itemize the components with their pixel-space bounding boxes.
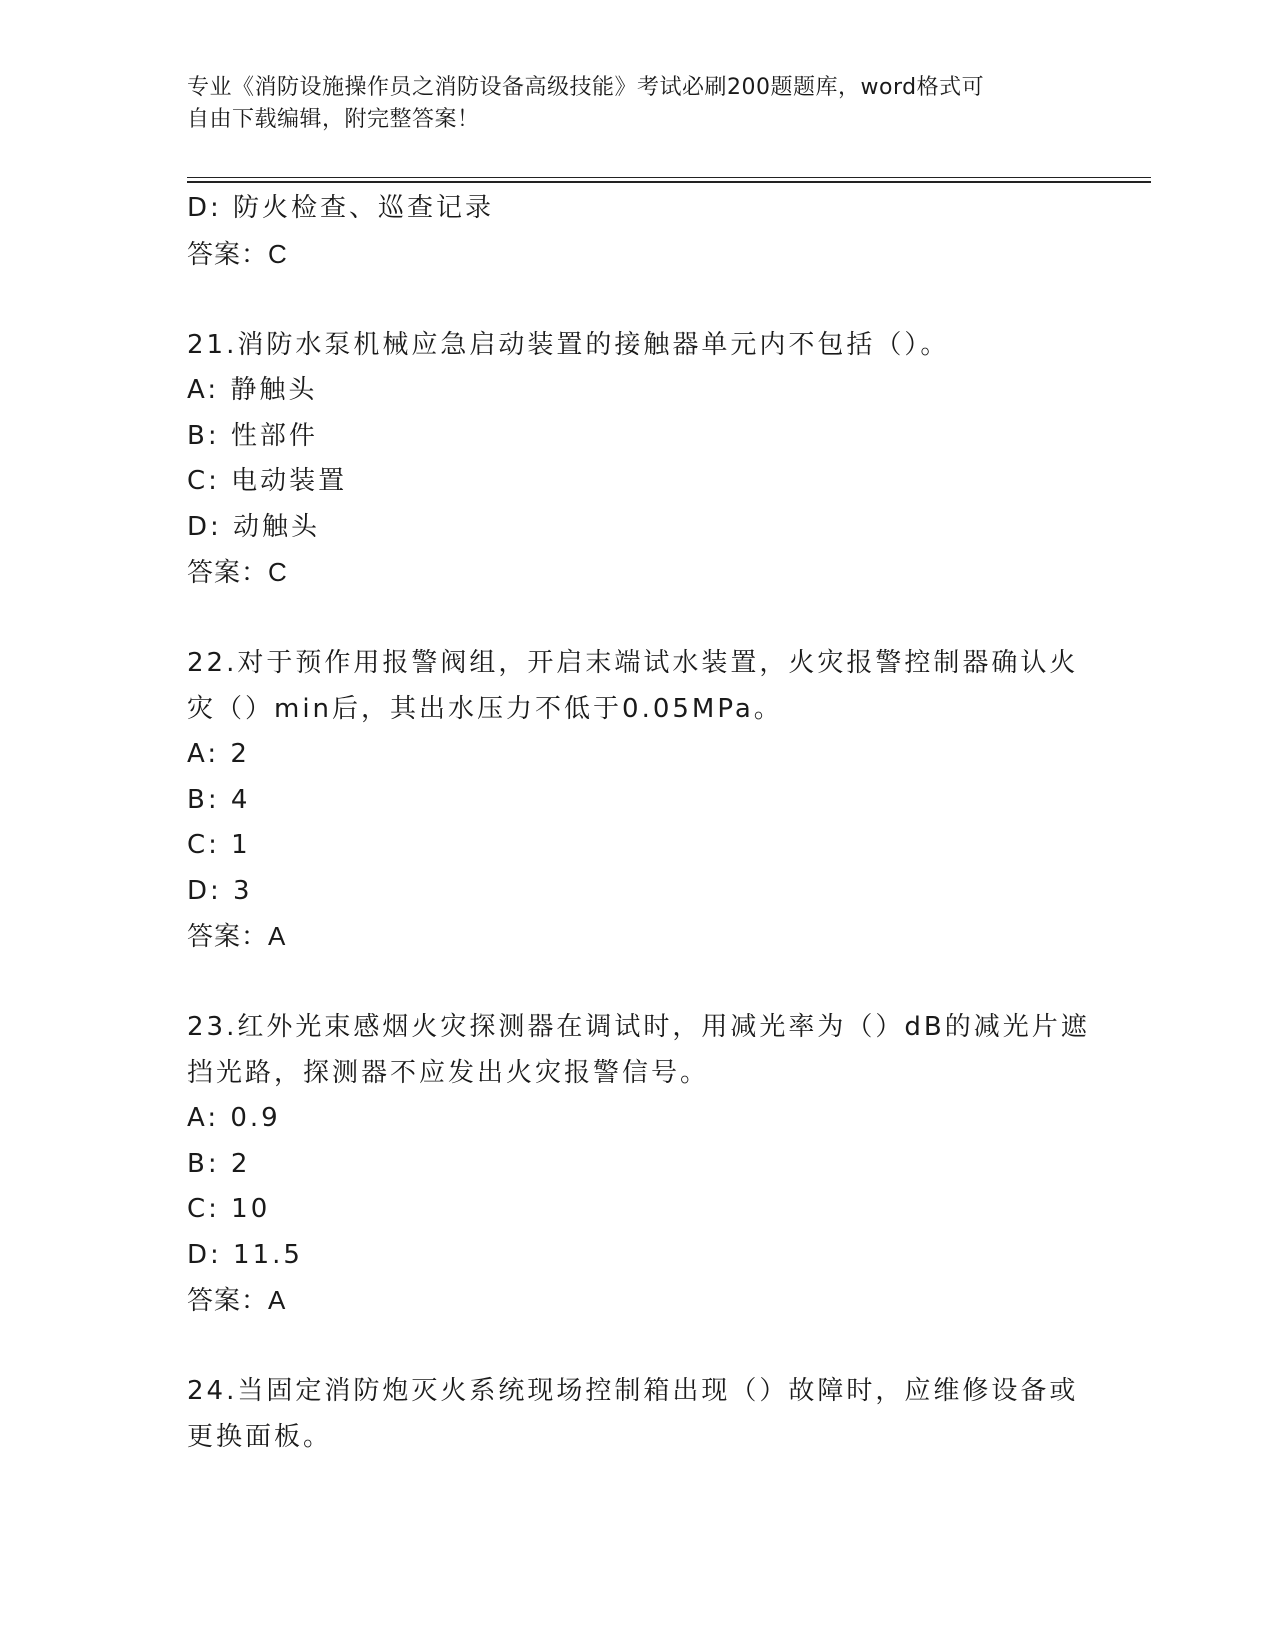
question-block-22 [187, 641, 1087, 960]
option-d: D: 11.5 [187, 1239, 303, 1270]
question-stem-line-1: 22.对于预作用报警阀组，开启末端试水装置，火灾报警控制器确认火 [187, 648, 1079, 678]
question-block-prev [187, 186, 1087, 277]
document-header [187, 72, 1067, 136]
question-stem-line-2: 更换面板。 [187, 1421, 333, 1452]
option-d: D: 防火检查、巡查记录 [187, 193, 495, 223]
spacer [187, 596, 1087, 642]
answer-line: 答案：C [187, 557, 288, 587]
option-a: A: 静触头 [187, 375, 318, 405]
option-c: C: 10 [187, 1194, 271, 1224]
option-b: B: 2 [187, 1148, 251, 1179]
question-block-23 [187, 1005, 1090, 1324]
question-stem-line-1: 24.当固定消防炮灭火系统现场控制箱出现（）故障时，应维修设备或 [187, 1376, 1079, 1406]
answer-line: 答案：C [187, 238, 288, 269]
question-stem-line-2: 灾（）min后，其出水压力不低于0.05MPa。 [187, 693, 783, 724]
header-divider-thick [187, 181, 1151, 183]
header-line-1: 专业《消防设施操作员之消防设备高级技能》考试必刷200题题库，word格式可 [187, 75, 985, 100]
spacer [187, 277, 1087, 323]
answer-line: 答案：A [187, 921, 287, 951]
spacer [187, 1324, 1087, 1370]
option-d: D: 3 [187, 875, 253, 906]
option-a: A: 2 [187, 739, 250, 769]
option-b: B: 性部件 [187, 420, 318, 451]
question-list [187, 186, 1090, 1460]
question-stem-line-2: 挡光路，探测器不应发出火灾报警信号。 [187, 1057, 710, 1088]
question-block-21 [187, 323, 1087, 596]
option-c: C: 电动装置 [187, 466, 348, 496]
option-b: B: 4 [187, 784, 251, 815]
answer-line: 答案：A [187, 1285, 287, 1315]
question-stem: 21.消防水泵机械应急启动装置的接触器单元内不包括（）。 [187, 329, 950, 360]
header-divider-thin [187, 177, 1151, 178]
option-c: C: 1 [187, 830, 251, 860]
option-a: A: 0.9 [187, 1103, 281, 1133]
header-line-2: 自由下载编辑，附完整答案！ [187, 107, 480, 132]
question-stem-line-1: 23.红外光束感烟火灾探测器在调试时，用减光率为（）dB的减光片遮 [187, 1012, 1090, 1042]
question-block-24 [187, 1369, 1087, 1460]
spacer [187, 960, 1087, 1006]
option-d: D: 动触头 [187, 511, 321, 542]
